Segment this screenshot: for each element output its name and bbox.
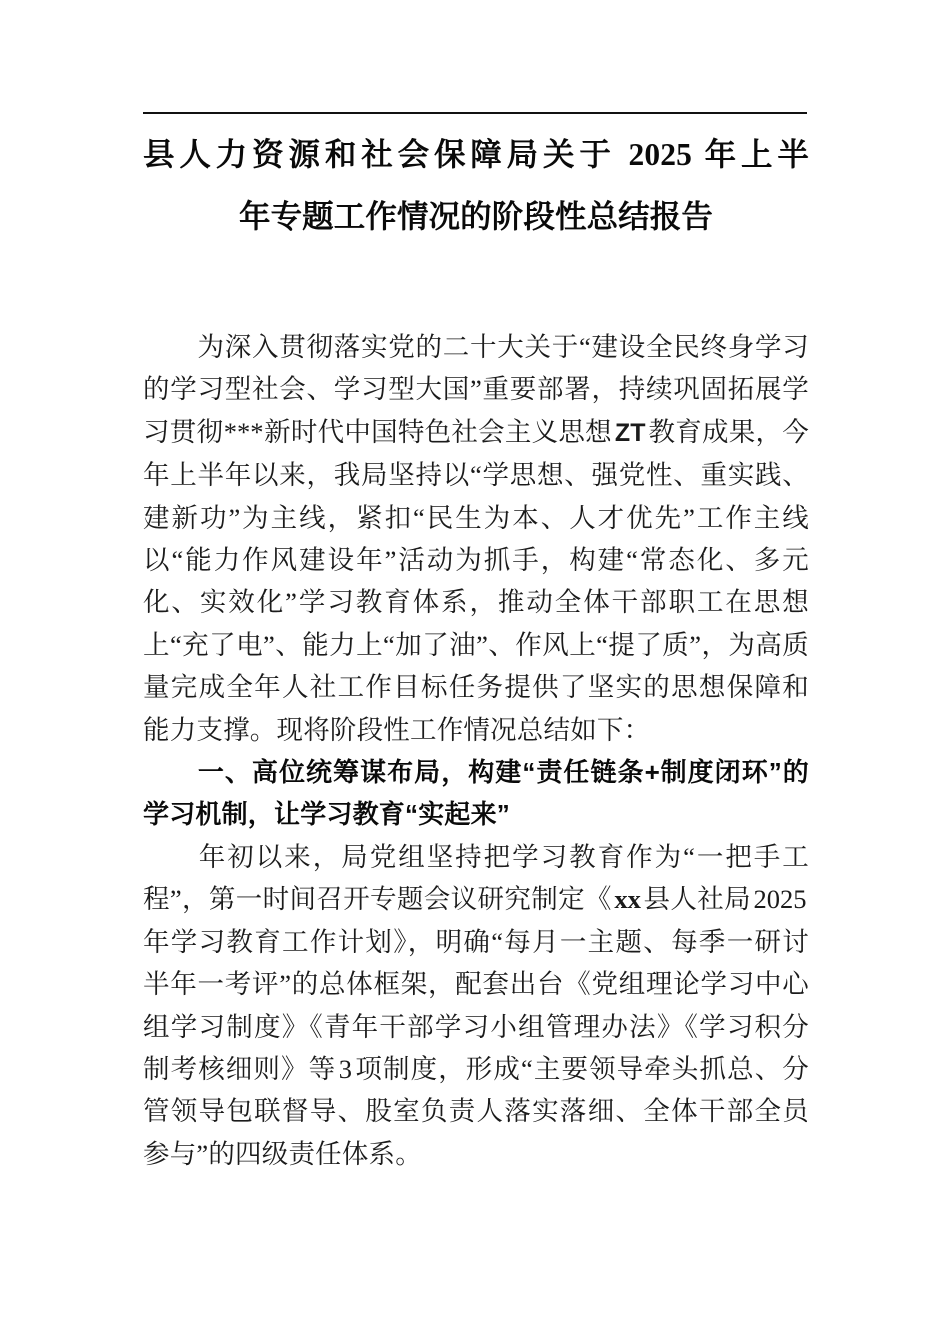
paragraph-intro [143, 326, 809, 751]
heading-plus-symbol: + [644, 757, 660, 788]
header-horizontal-rule [143, 112, 807, 114]
intro-segment-3: 教育成果，今年上半年以来，我局坚持以“学思想、强党性、重实践、建新功”为主线，紧扣“民生为本、人才优先”工作主线以“能力作风建设年”活动为抓手，构建“常态化、多元化、实效化”学习教育体系，推动全体干部职工在思想上“充了电”、能力上“加了油”、作风上“提了质”，为高质量完成全年人社工作目标任务提供了坚实的思想保障和能力支撑。现将阶段性工作情况总结如下： [143, 416, 810, 745]
heading-text-before-plus: 一、高位统筹谋布局，构建“责任链条 [197, 757, 645, 788]
paragraph-section-1-body [143, 836, 809, 1175]
header-rule-container [143, 112, 807, 114]
intro-abbreviation-zt: ZT [614, 418, 646, 447]
page-title [143, 124, 809, 248]
title-body-spacer [143, 248, 809, 326]
intro-segment-2: 新时代中国特色社会主义思想 [264, 416, 612, 447]
intro-segment-1: 为深入贯彻落实党的二十大关于“建设全民终身学习的学习型社会、学习型大国”重要部署，持续巩固拓展学习贯彻 [143, 332, 809, 447]
section1-segment-4: 项制度，形成“主要领导牵头抓总、分管领导包联督导、股室负责人落实落细、全体干部全员参与”的四级责任体系。 [143, 1053, 809, 1169]
section1-segment-1: 年初以来，局党组坚持把学习教育作为“一把手工程”，第一时间召开专题会议研究制定《 [143, 841, 809, 915]
intro-asterisks: *** [223, 416, 264, 447]
section-heading-1 [143, 751, 809, 836]
section1-year: 2025 [753, 884, 807, 915]
section1-placeholder-xx: xx [614, 884, 641, 915]
section1-segment-3: 年学习教育工作计划》，明确“每月一主题、每季一研讨半年一考评”的总体框架，配套出台《党组理论学习中心组学习制度》《青年干部学习小组管理办法》《学习积分制考核细则》等 [143, 926, 809, 1084]
heading-text-after-plus: 制度闭环”的学习机制，让学习教育“实起来” [143, 757, 810, 830]
document-content [143, 124, 809, 1175]
section1-count: 3 [338, 1053, 352, 1084]
section1-segment-2: 县人社局 [643, 884, 751, 915]
title-line-2: 年专题工作情况的阶段性总结报告 [238, 199, 713, 234]
title-line-1: 县人力资源和社会保障局关于 2025 年上半 [143, 137, 809, 172]
